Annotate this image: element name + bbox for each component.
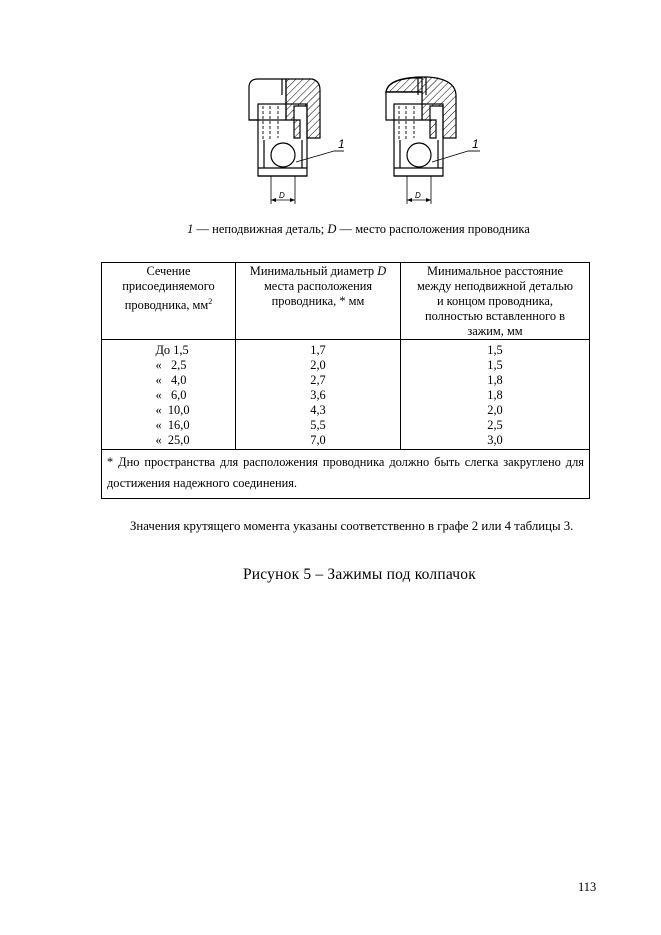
header-cross-section: Сечение присоединяемого проводника, $мм^2$ (102, 263, 236, 340)
table-cell: 2,0 (487, 403, 503, 417)
table-body-row (102, 340, 590, 450)
table-cell: 3,6 (310, 388, 326, 402)
figure-caption: Рисунок 5 – Зажимы под колпачок (242, 566, 476, 583)
table-cell: 1,5 (487, 343, 503, 357)
table-cell: 2,5 (487, 418, 503, 432)
table-cell: 1,8 (487, 388, 503, 402)
right-dim-label: D (415, 191, 421, 200)
table-cell: « 4,0 (155, 373, 187, 387)
left-part-label: 1 (338, 137, 345, 151)
header-min-diameter: Минимальный диаметр D места расположения проводника, * мм (236, 263, 401, 340)
table-cell: « 6,0 (155, 388, 187, 402)
terminal-drawing (0, 0, 661, 215)
table-header-row (102, 263, 590, 340)
table-footnote: * Дно пространства для расположения проводника должно быть слегка закруглено для достижения надежного соединения. (102, 450, 590, 499)
torque-note: Значения крутящего момента указаны соответственно в графе 2 или 4 таблицы 3. (130, 519, 574, 533)
spec-table (101, 262, 590, 499)
left-terminal (249, 79, 344, 204)
table-cell: 7,0 (310, 433, 326, 447)
table-cell: « 10,0 (155, 403, 190, 417)
table-cell: « 16,0 (155, 418, 190, 432)
table-cell: 2,7 (310, 373, 326, 387)
right-part-label: 1 (472, 137, 479, 151)
distance-values (401, 340, 590, 450)
table-cell: « 25,0 (155, 433, 190, 447)
table-cell: 5,5 (310, 418, 326, 432)
table-cell: 1,8 (487, 373, 503, 387)
diameter-values (236, 340, 401, 450)
right-terminal (386, 77, 480, 204)
table-note-row (102, 450, 590, 499)
page-number: 113 (578, 880, 597, 894)
legend-key-2: D (327, 222, 337, 236)
table-cell: 1,5 (487, 358, 503, 372)
legend-text-2: — место расположения проводника (336, 222, 530, 236)
table-cell: 2,0 (310, 358, 326, 372)
cross-section-values (102, 340, 236, 450)
table-cell: До 1,5 (155, 343, 189, 357)
figure-legend (28, 222, 661, 237)
legend-key-1: 1 (187, 222, 194, 236)
table-cell: 1,7 (310, 343, 326, 357)
left-dim-label: D (279, 191, 285, 200)
header-min-distance: Минимальное расстояние между неподвижной деталью и концом проводника, полностью вставленного в зажим, мм (401, 263, 590, 340)
table-cell: « 2,5 (155, 358, 187, 372)
legend-text-1: — неподвижная деталь; (193, 222, 328, 236)
table-cell: 4,3 (310, 403, 326, 417)
table-cell: 3,0 (487, 433, 503, 447)
